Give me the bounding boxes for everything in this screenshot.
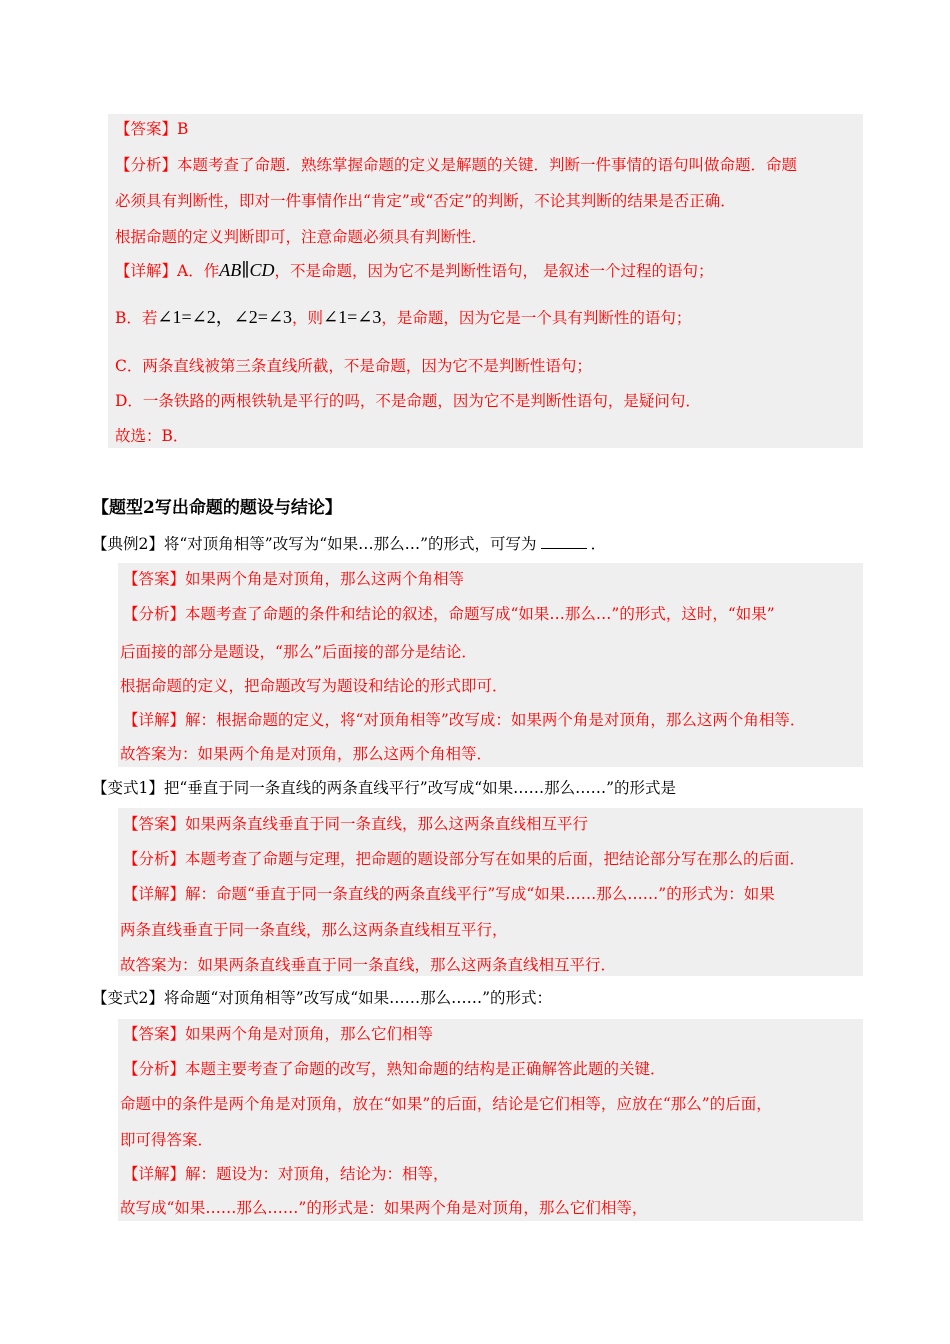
analysis-line: 【分析】本题考查了命题．熟练掌握命题的定义是解题的关键．判断一件事情的语句叫做命题．命题: [115, 156, 798, 174]
final-answer-line: 故写成“如果……那么……”的形式是：如果两个角是对顶角，那么它们相等，: [120, 1199, 648, 1217]
final-answer-line: 故答案为：如果两个角是对顶角，那么这两个角相等．: [120, 745, 493, 763]
detail-line-c: C．两条直线被第三条直线所截，不是命题，因为它不是判断性语句；: [115, 357, 592, 375]
detail-line: 两条直线垂直于同一条直线，那么这两条直线相互平行，: [120, 921, 508, 939]
solution-box-2: [118, 563, 863, 767]
analysis-line: 必须具有判断性，即对一件事情作出“肯定”或“否定”的判断，不论其判断的结果是否正确．: [115, 192, 736, 210]
example-question: [92, 534, 606, 554]
example-question-end: ．: [590, 535, 607, 553]
detail-line-a: [115, 260, 713, 281]
variant2-question: 【变式2】将命题“对顶角相等”改写成“如果……那么……”的形式：: [92, 989, 553, 1007]
analysis-line: 【分析】本题考查了命题与定理，把命题的题设部分写在如果的后面，把结论部分写在那么的后面．: [123, 850, 806, 868]
analysis-line: 根据命题的定义，把命题改写为题设和结论的形式即可．: [120, 677, 508, 695]
solution-box-4: [118, 1019, 863, 1221]
detail-b-mid: ，则: [292, 309, 324, 327]
analysis-line: 后面接的部分是题设，“那么”后面接的部分是结论．: [120, 643, 477, 661]
analysis-line: 【分析】本题主要考查了命题的改写，熟知命题的结构是正确解答此题的关键．: [123, 1060, 666, 1078]
math-expression: AB∥CD: [219, 260, 275, 280]
analysis-line: 根据命题的定义判断即可，注意命题必须具有判断性．: [115, 228, 488, 246]
detail-b-prefix: B．若: [115, 309, 158, 327]
variant1-question: 【变式1】把“垂直于同一条直线的两条直线平行”改写成“如果……那么……”的形式是: [92, 779, 677, 797]
answer-line: 【答案】如果两个角是对顶角，那么这两个角相等: [123, 570, 465, 588]
answer-blank: [541, 534, 587, 549]
answer-line: 【答案】如果两条直线垂直于同一条直线，那么这两条直线相互平行: [123, 815, 589, 833]
detail-a-suffix: ，不是命题，因为它不是判断性语句， 是叙述一个过程的语句；: [274, 262, 714, 280]
detail-line-d: D．一条铁路的两根铁轨是平行的吗，不是命题，因为它不是判断性语句，是疑问句．: [115, 392, 701, 410]
detail-line: 【详解】解：命题“垂直于同一条直线的两条直线平行”写成“如果……那么……”的形式为：如果: [123, 885, 775, 903]
detail-b-suffix: ，是命题，因为它是一个具有判断性的语句；: [381, 309, 692, 327]
final-answer-line: 故答案为：如果两条直线垂直于同一条直线，那么这两条直线相互平行．: [120, 956, 617, 974]
math-expression: ∠1=∠3: [323, 307, 382, 327]
section-heading: 【题型2写出命题的题设与结论】: [92, 498, 342, 518]
analysis-line: 【分析】本题考查了命题的条件和结论的叙述，命题写成“如果…那么…”的形式，这时，“如果”: [123, 605, 775, 623]
choice-line: 故选：B．: [115, 427, 189, 445]
detail-line: 【详解】解：根据命题的定义，将“对顶角相等”改写成：如果两个角是对顶角，那么这两个角相等．: [123, 711, 806, 729]
example-question-text: 【典例2】将“对顶角相等”改写为“如果…那么…”的形式，可写为: [92, 535, 537, 553]
analysis-line: 即可得答案．: [120, 1131, 214, 1149]
detail-line: 【详解】解：题设为：对顶角，结论为：相等，: [123, 1165, 449, 1183]
answer-line: 【答案】如果两个角是对顶角，那么它们相等: [123, 1025, 434, 1043]
detail-a-prefix: 【详解】A．作: [115, 262, 220, 280]
answer-line: 【答案】B: [115, 120, 189, 138]
analysis-line: 命题中的条件是两个角是对顶角，放在“如果”的后面，结论是它们相等，应放在“那么”的后面，: [120, 1095, 772, 1113]
math-expression: ∠1=∠2，∠2=∠3: [157, 307, 293, 327]
detail-line-b: [115, 307, 691, 328]
